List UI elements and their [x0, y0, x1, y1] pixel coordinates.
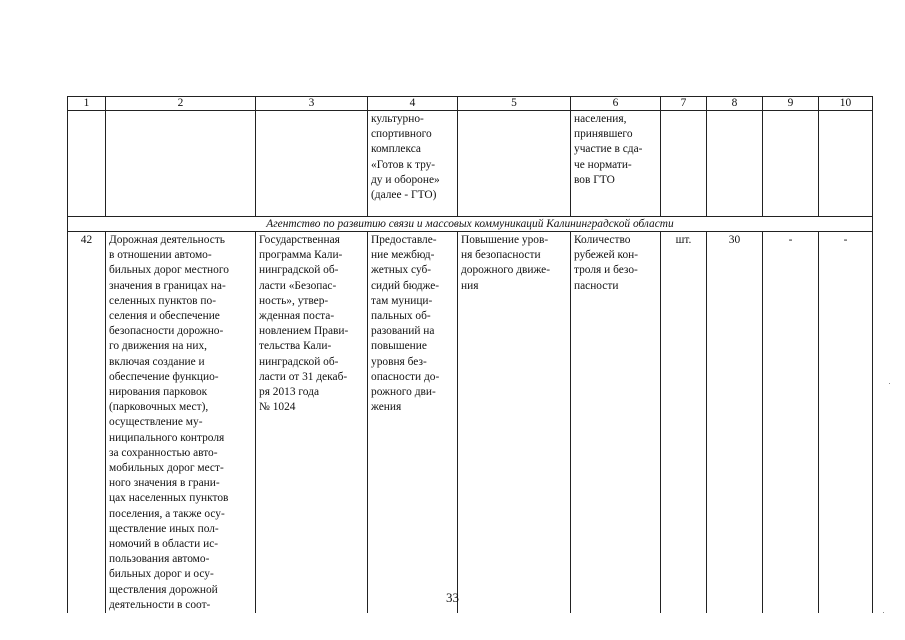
- state-program-cell: Государственная программа Кали- нинградской об- ласти «Безопас- ность», утвер- жденная поста- новлением Прави- тельства Кали- нинградской об- ласти от 31 декаб- ря 2013 года № 1024: [256, 232, 368, 614]
- table-cell: [707, 111, 763, 217]
- continuation-row: [68, 111, 873, 217]
- header-cell: 10: [819, 97, 873, 111]
- unit-cell: шт.: [661, 232, 707, 614]
- table-row: [68, 232, 873, 614]
- table-cell: [763, 111, 819, 217]
- agency-title: Агентство по развитию связи и массовых коммуникаций Калининградской области: [68, 217, 873, 232]
- gto-participants-cell: населения, принявшего участие в сда- че нормати- вов ГТО: [571, 111, 661, 217]
- table-cell: [458, 111, 571, 217]
- scan-artifact: [883, 612, 884, 613]
- activity-description-cell: Дорожная деятельность в отношении автомо- бильных дорог местного значения в границах на- селенных пунктов по- селения и обеспечение безопасности дорожно- го движения на них, включая создание и обеспечение функцио- нирования парковок (парковочных мест), осуществление му- ниципального контроля за сохранностью авто- мобильных дорог мест- ного значения в грани- цах населенных пунктов поселения, а также осу- ществление иных пол- номочий в области ис- пользования автомо- бильных дорог и осу- ществления дорожной деятельности в соот-: [106, 232, 256, 614]
- value-cell-col9: -: [763, 232, 819, 614]
- page-number: 33: [446, 590, 459, 605]
- header-cell: 1: [68, 97, 106, 111]
- header-cell: 6: [571, 97, 661, 111]
- table-cell: [106, 111, 256, 217]
- header-cell: 3: [256, 97, 368, 111]
- header-cell: 4: [368, 97, 458, 111]
- scan-artifact: [889, 383, 890, 384]
- table-cell: [661, 111, 707, 217]
- agency-section-row: [68, 217, 873, 232]
- measure-cell: Предоставле- ние межбюд- жетных суб- сидий бюдже- там муници- пальных об- разований на повышение уровня без- опасности до- рожного дви- жения: [368, 232, 458, 614]
- table-header-row: [68, 97, 873, 111]
- table-cell: [819, 111, 873, 217]
- header-cell: 8: [707, 97, 763, 111]
- table-cell: [68, 111, 106, 217]
- goal-cell: Повышение уров- ня безопасности дорожного движе- ния: [458, 232, 571, 614]
- header-cell: 9: [763, 97, 819, 111]
- header-cell: 5: [458, 97, 571, 111]
- row-number: 42: [68, 232, 106, 614]
- header-cell: 2: [106, 97, 256, 111]
- program-table: [67, 96, 873, 613]
- indicator-cell: Количество рубежей кон- троля и безо- пасности: [571, 232, 661, 614]
- gto-complex-cell: культурно- спортивного комплекса «Готов к тру- ду и обороне» (далее - ГТО): [368, 111, 458, 217]
- value-cell-col10: -: [819, 232, 873, 614]
- table-cell: [256, 111, 368, 217]
- header-cell: 7: [661, 97, 707, 111]
- value-cell: 30: [707, 232, 763, 614]
